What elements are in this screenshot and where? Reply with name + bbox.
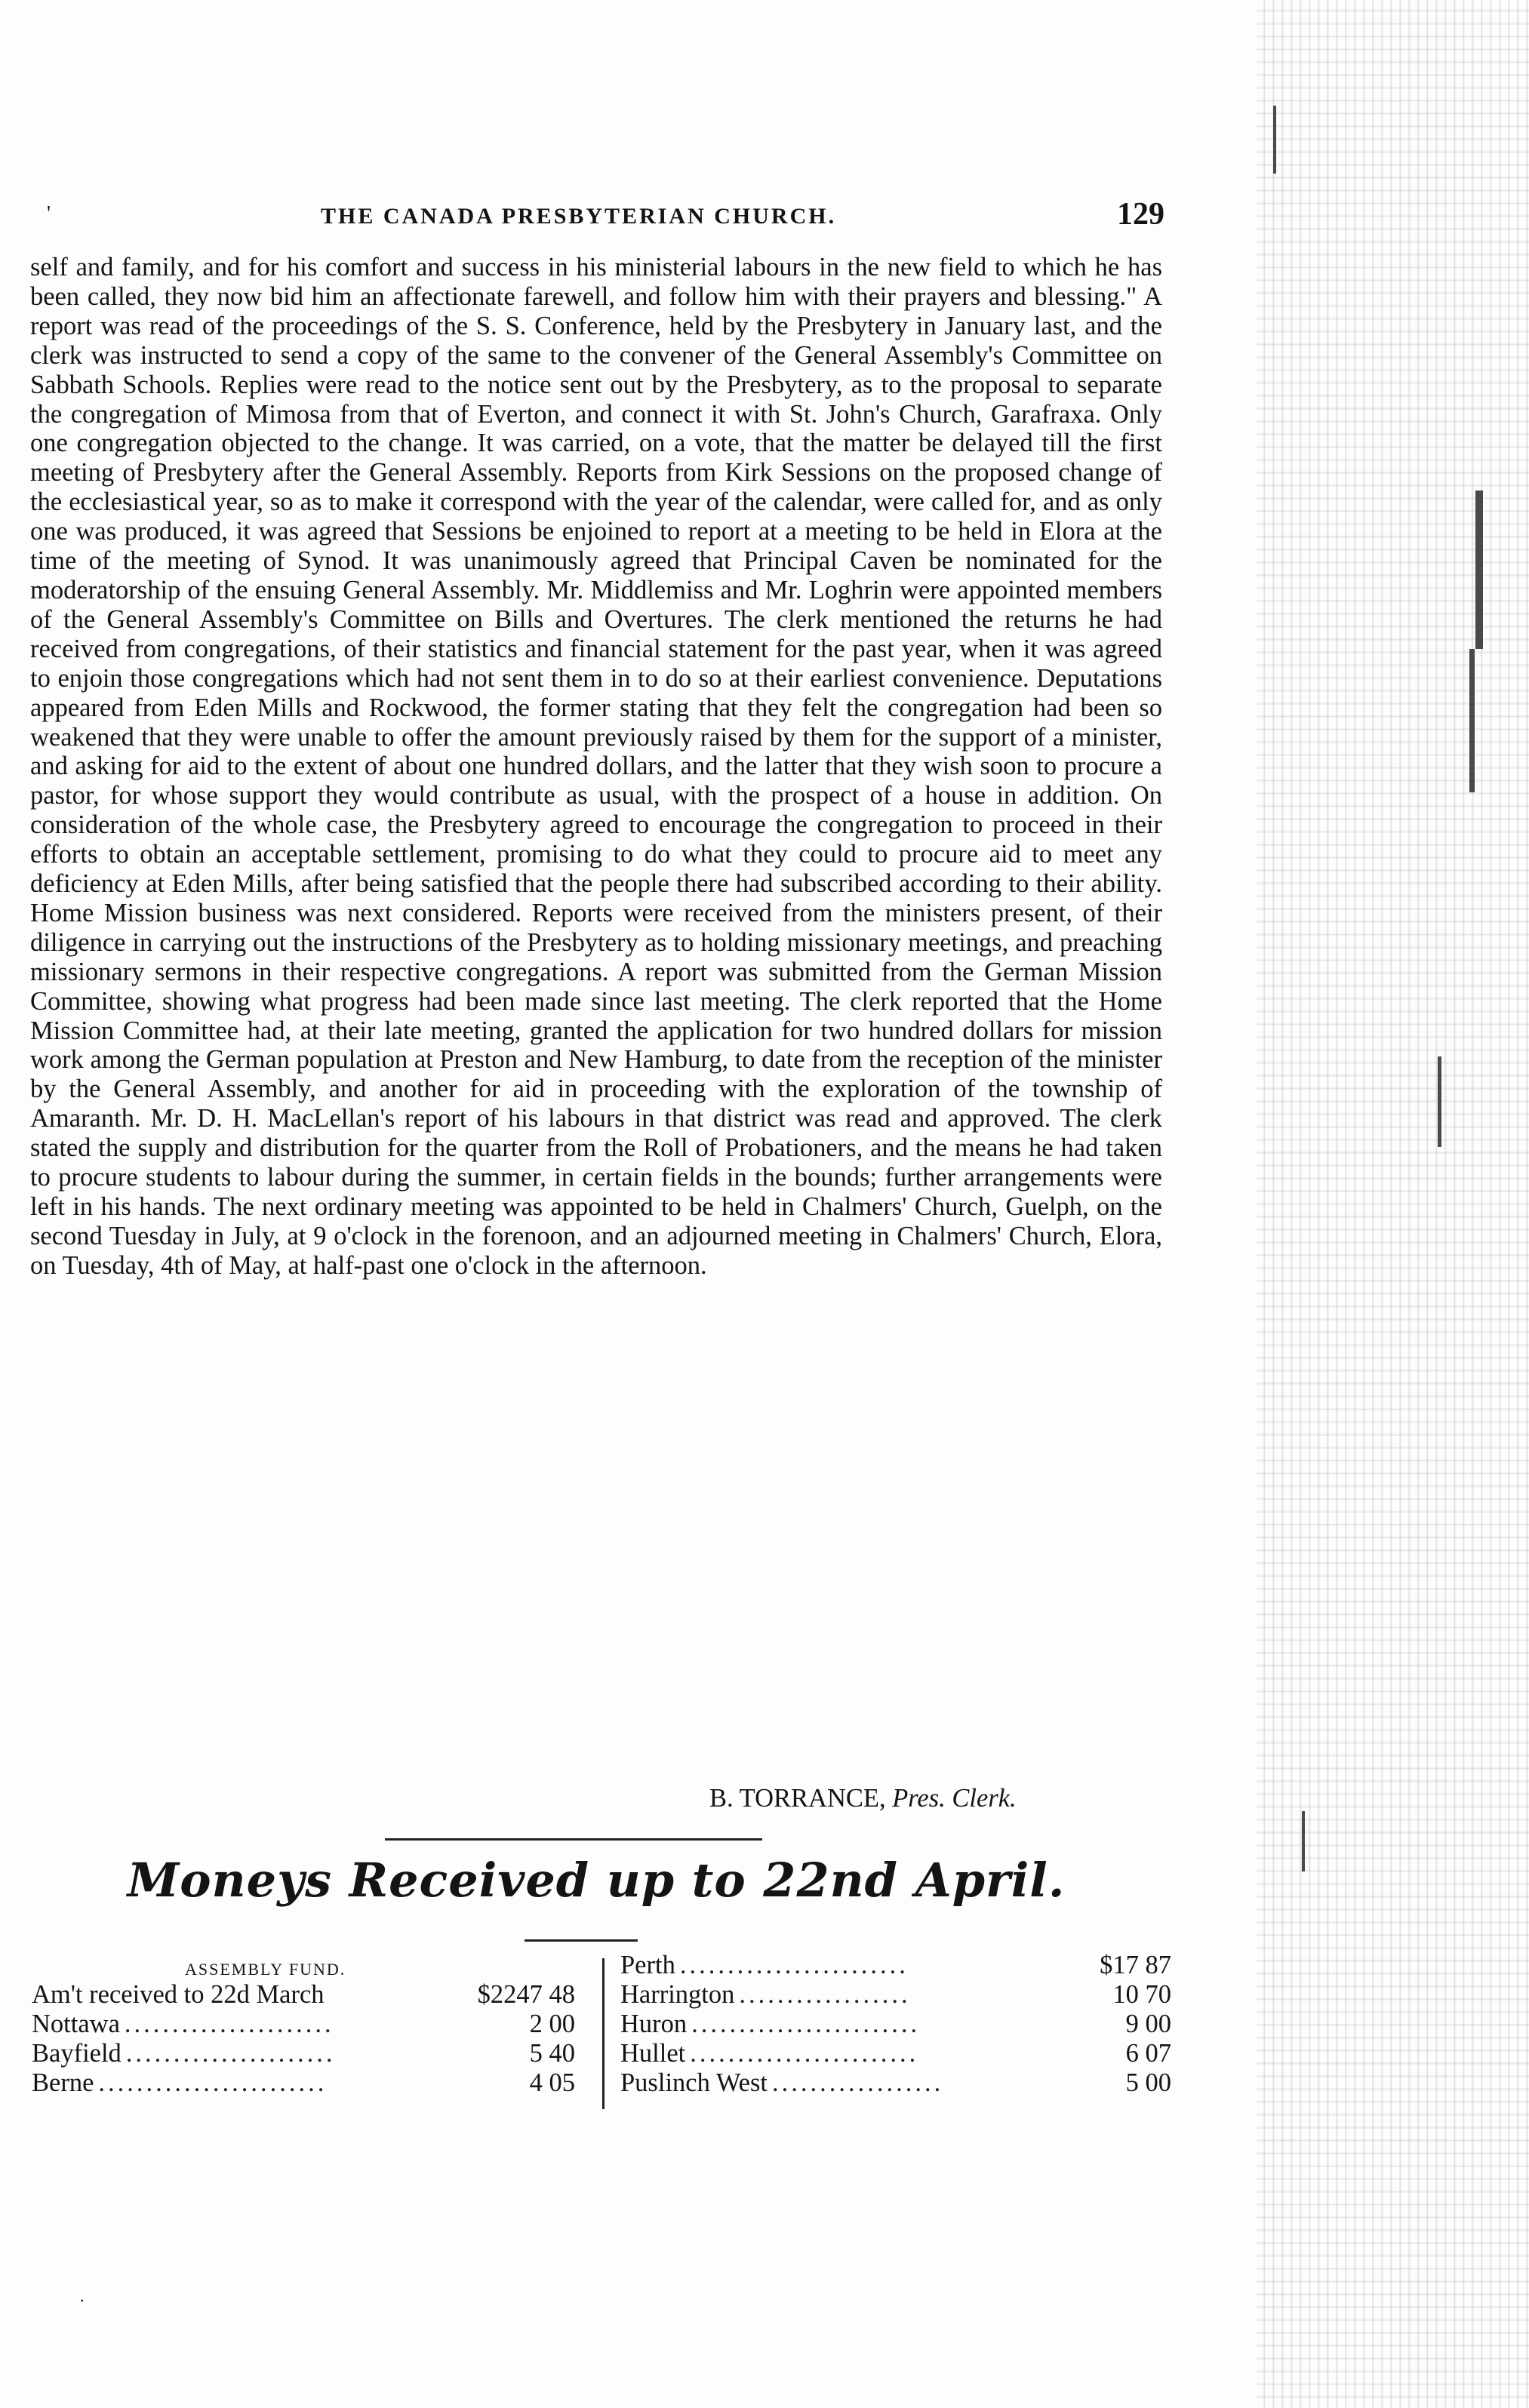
signature (709, 1784, 1017, 1813)
scan-edge-noise (1257, 0, 1529, 2408)
section-rule-top (385, 1838, 762, 1841)
ledger-amount: 5 40 (529, 2038, 575, 2068)
stray-dot: . (80, 2287, 85, 2305)
header-mark: ' (47, 202, 51, 226)
fund-heading: ASSEMBLY FUND. (185, 1960, 346, 1979)
ledger-entry-name: Nottawa (32, 2009, 120, 2038)
ledger-entry-name: Perth (620, 1951, 675, 1979)
ledger-amount: 4 05 (529, 2068, 575, 2097)
ledger-entry-name: Am't received to 22d March (32, 1980, 325, 2009)
ledger-row (620, 1980, 1171, 2010)
ledger-amount: 5 00 (1125, 2068, 1171, 2097)
column-divider (602, 1958, 605, 2109)
ledger-amount: $2247 48 (477, 1980, 575, 2009)
ledger-amount: 9 00 (1125, 2009, 1171, 2038)
ledger-entry-name: Berne (32, 2068, 94, 2097)
ledger-entry-name: Harrington (620, 1979, 735, 2009)
ledger-row (620, 1951, 1171, 1980)
signature-title: Pres. Clerk. (892, 1784, 1017, 1813)
running-header (30, 196, 1177, 241)
signature-name: B. TORRANCE, (709, 1784, 886, 1813)
ledger-amount: 2 00 (529, 2009, 575, 2038)
section-title: Moneys Received up to 22nd April. (127, 1853, 1066, 1908)
ledger-leader-dots: ...................... (124, 2009, 334, 2038)
ledger-row (32, 2068, 575, 2098)
ledger-amount: 6 07 (1125, 2038, 1171, 2068)
ledger-amount: 10 70 (1112, 1979, 1171, 2009)
ledger-entry-name: Huron (620, 2009, 688, 2038)
body-paragraph: self and family, and for his comfort and success in his ministerial labours in the new field to which he has been called, they now bid him an affectionate farewell, and follow him with their prayers and blessing." A report was read of the proceedings of the S. S. Conference, held by the Presbytery in January last, and the clerk was instructed to send a copy of the same to the convener of the General Assembly's Committee on Sabbath Schools. Replies were read to the notice sent out by the Presbytery, as to the proposal to separate the congregation of Mimosa from that of Everton, and connect it with St. John's Church, Garafraxa. Only one congregation objected to the change. It was carried, on a vote, that the matter be delayed till the first meeting of Presbytery after the General Assembly. Reports from Kirk Sessions on the proposed change of the ecclesiastical year, so as to make it correspond with the year of the calendar, were called for, and as only one was produced, it was agreed that Sessions be enjoined to report at a meeting to be held in Elora at the time of the meeting of Synod. It was unanimously agreed that Principal Caven be nominated for the moderatorship of the ensuing General Assembly. Mr. Middlemiss and Mr. Loghrin were appointed members of the General Assembly's Committee on Bills and Overtures. The clerk mentioned the returns he had received from congregations, of their statistics and financial statement for the past year, when it was agreed to enjoin those congregations which had not sent them in to do so at their earliest convenience. Deputations appeared from Eden Mills and Rockwood, the former stating that they felt the congregation had been so weakened that they were unable to offer the amount previously raised by them for the support of a minister, and asking for aid to the extent of about one hundred dollars, and the latter that they wish soon to procure a pastor, for whose support they would contribute as usual, with the prospect of a house in addition. On consideration of the whole case, the Presbytery agreed to encourage the congregation to proceed in their efforts to obtain an acceptable settlement, promising to do what they could to procure aid to meet any deficiency at Eden Mills, after being satisfied that the people there had subscribed according to their ability. Home Mission business was next considered. Reports were received from the ministers present, of their diligence in carrying out the instructions of the Presbytery as to holding missionary meetings, and preaching missionary sermons in their respective congregations. A report was submitted from the German Mission Committee, showing what progress had been made since last meeting. The clerk reported that the Home Mission Committee had, at their late meeting, granted the application for two hundred dollars for mission work among the German population at Preston and New Hamburg, to date from the reception of the minister by the General Assembly, and another for aid in proceeding with the exploration of the township of Amaranth. Mr. D. H. MacLellan's report of his labours in that district was read and approved. The clerk stated the supply and distribution for the quarter from the Roll of Probationers, and the means he had taken to procure students to labour during the summer, in certain fields in the bounds; further arrangements were left in his hands. The next ordinary meeting was appointed to be held in Chalmers' Church, Guelph, on the second Tuesday in July, at 9 o'clock in the forenoon, and an adjourned meeting in Chalmers' Church, Elora, on Tuesday, 4th of May, at half-past one o'clock in the afternoon. (30, 253, 1162, 1280)
ledger-leader-dots: ........................ (690, 2038, 919, 2068)
ledger-row (32, 2039, 575, 2068)
ledger-row (32, 2010, 575, 2039)
section-rule-bottom (525, 1939, 638, 1942)
minutes-text (30, 253, 1162, 1281)
ledger-leader-dots: ...................... (125, 2038, 336, 2068)
ledger-row (620, 2039, 1171, 2068)
ledger-entry-name: Bayfield (32, 2038, 122, 2068)
ledger-leader-dots: .................. (739, 1979, 911, 2009)
ledger-left (32, 1980, 575, 2098)
ledger-row (32, 1980, 575, 2010)
page-number: 129 (1117, 197, 1164, 232)
ledger-row (620, 2010, 1171, 2039)
ledger-right (620, 1951, 1171, 2098)
running-title: THE CANADA PRESBYTERIAN CHURCH. (321, 204, 837, 229)
ledger-row (620, 2068, 1171, 2098)
ledger-leader-dots: ........................ (98, 2068, 328, 2097)
ledger-leader-dots: ........................ (691, 2009, 921, 2038)
ledger-leader-dots: ........................ (679, 1951, 909, 1979)
ledger-amount: $17 87 (1100, 1951, 1171, 1979)
ledger-entry-name: Hullet (620, 2038, 686, 2068)
ledger-entry-name: Puslinch West (620, 2068, 768, 2097)
ledger-leader-dots: .................. (771, 2068, 944, 2097)
